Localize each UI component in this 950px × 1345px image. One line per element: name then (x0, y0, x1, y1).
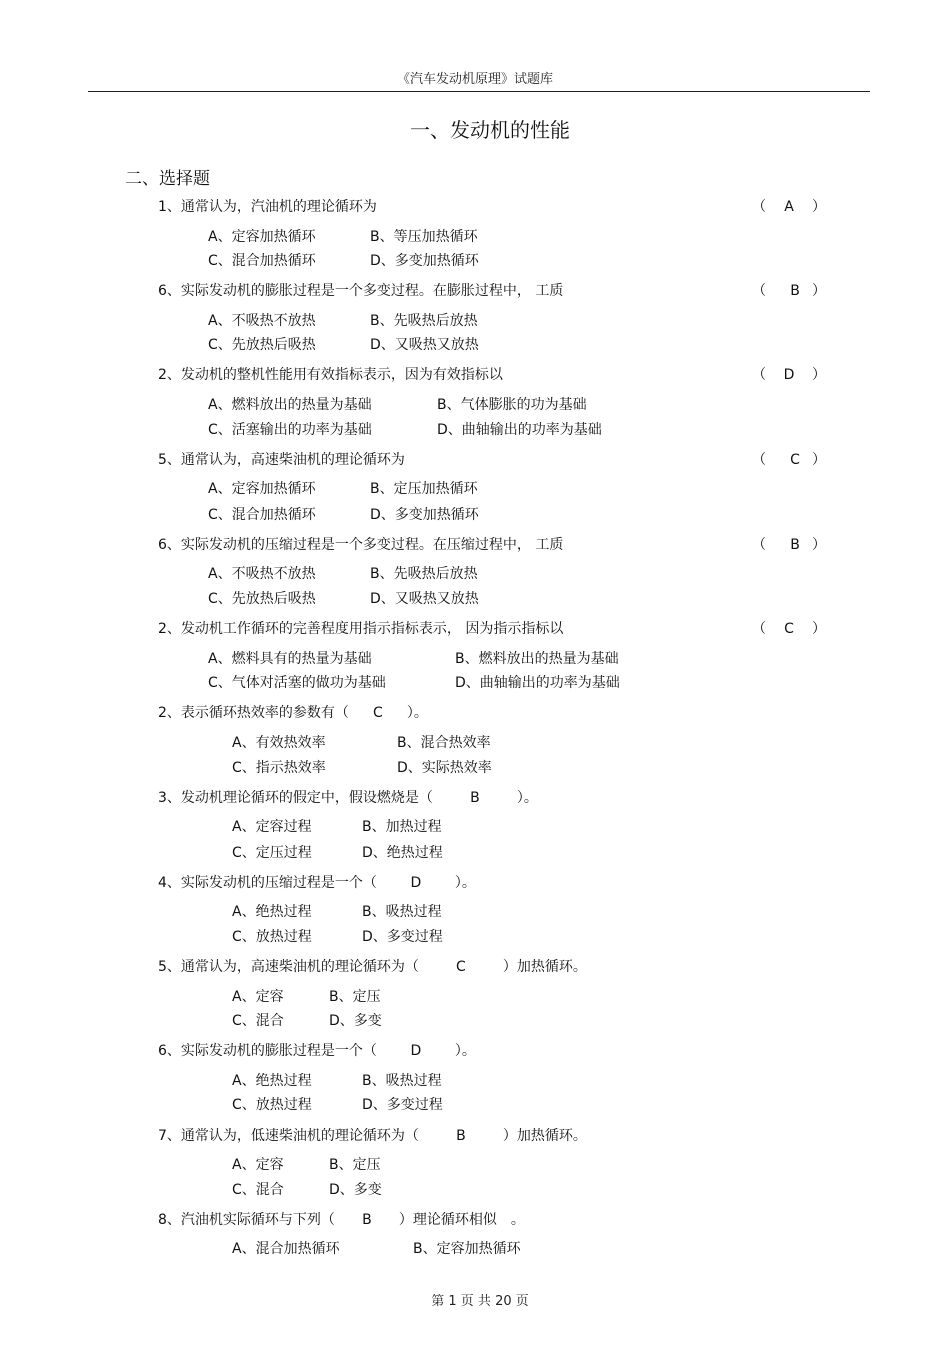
answer-value: D (410, 1043, 422, 1059)
question-text: 通常认为，高速柴油机的理论循环为（ (180, 959, 419, 975)
page-number: 1 (448, 1294, 457, 1309)
option-c: C、混合 (232, 1013, 284, 1029)
page-total: 20 (495, 1294, 512, 1309)
option-d: D、曲轴输出的功率为基础 (437, 422, 602, 438)
option-b: B、定压 (329, 989, 381, 1005)
option-a: A、有效热效率 (232, 735, 326, 751)
option-d: D、绝热过程 (362, 845, 443, 861)
option-c: C、指示热效率 (232, 760, 326, 776)
question-text: 实际发动机的膨胀过程是一个多变过程。在膨胀过程中， 工质 (180, 283, 564, 299)
answer-value: C (790, 452, 800, 468)
option-a: A、绝热过程 (232, 1073, 312, 1089)
option-b: B、吸热过程 (362, 1073, 442, 1089)
answer-value: B (470, 790, 480, 806)
option-a: A、混合加热循环 (232, 1241, 340, 1257)
option-c: C、先放热后吸热 (208, 591, 316, 607)
page-footer: 第 1 页 共 20 页 (431, 1294, 529, 1309)
question-5: 6、实际发动机的压缩过程是一个多变过程。在压缩过程中， 工质 (158, 537, 564, 553)
question-text: 通常认为，高速柴油机的理论循环为 (180, 452, 405, 468)
header-divider (88, 91, 870, 92)
question-13: 8、汽油机实际循环与下列（ B ）理论循环相似 。 (158, 1212, 525, 1228)
answer-value: D (783, 367, 795, 383)
question-4: 5、通常认为，高速柴油机的理论循环为 (158, 452, 405, 468)
option-b: B、加热过程 (362, 819, 442, 835)
question-2: 6、实际发动机的膨胀过程是一个多变过程。在膨胀过程中， 工质 (158, 283, 564, 299)
option-a: A、定容 (232, 989, 284, 1005)
option-a: A、定容加热循环 (208, 229, 316, 245)
answer-value: C (373, 705, 383, 721)
option-d: D、又吸热又放热 (370, 337, 479, 353)
answer-value: C (456, 959, 466, 975)
option-c: C、放热过程 (232, 1097, 312, 1113)
option-c: C、先放热后吸热 (208, 337, 316, 353)
question-9: 4、实际发动机的压缩过程是一个（ D ）。 (158, 875, 476, 891)
question-text: 实际发动机的压缩过程是一个（ (180, 875, 377, 891)
question-text: 发动机理论循环的假定中，假设燃烧是（ (180, 790, 433, 806)
option-c: C、定压过程 (232, 845, 312, 861)
option-b: B、先吸热后放热 (370, 566, 478, 582)
option-d: D、又吸热又放热 (370, 591, 479, 607)
question-text: 实际发动机的压缩过程是一个多变过程。在压缩过程中， 工质 (180, 537, 564, 553)
question-text: 汽油机实际循环与下列（ (180, 1212, 335, 1228)
option-b: B、燃料放出的热量为基础 (455, 651, 619, 667)
answer-value: C (784, 621, 794, 637)
question-text: 发动机工作循环的完善程度用指示指标表示， 因为指示指标以 (180, 621, 564, 637)
answer-value: B (456, 1128, 466, 1144)
question-text: 通常认为，低速柴油机的理论循环为（ (180, 1128, 419, 1144)
answer-value: A (784, 199, 794, 215)
question-3: 2、发动机的整机性能用有效指标表示，因为有效指标以 (158, 367, 503, 383)
option-c: C、气体对活塞的做功为基础 (208, 675, 386, 691)
option-d: D、多变加热循环 (370, 507, 479, 523)
option-a: A、不吸热不放热 (208, 566, 316, 582)
option-b: B、气体膨胀的功为基础 (437, 397, 587, 413)
option-a: A、绝热过程 (232, 904, 312, 920)
question-1: 1、通常认为，汽油机的理论循环为 (158, 199, 377, 215)
option-c: C、混合 (232, 1182, 284, 1198)
option-c: C、放热过程 (232, 929, 312, 945)
question-11: 6、实际发动机的膨胀过程是一个（ D ）。 (158, 1043, 476, 1059)
option-d: D、多变 (329, 1013, 382, 1029)
section-title: 二、选择题 (125, 169, 210, 189)
question-text: 实际发动机的膨胀过程是一个（ (180, 1043, 377, 1059)
option-b: B、先吸热后放热 (370, 313, 478, 329)
question-12: 7、通常认为，低速柴油机的理论循环为（ B ）加热循环。 (158, 1128, 587, 1144)
option-d: D、多变加热循环 (370, 253, 479, 269)
option-d: D、多变过程 (362, 1097, 443, 1113)
option-c: C、混合加热循环 (208, 253, 316, 269)
option-a: A、燃料具有的热量为基础 (208, 651, 372, 667)
option-d: D、多变 (329, 1182, 382, 1198)
option-a: A、燃料放出的热量为基础 (208, 397, 372, 413)
answer-value: B (790, 537, 800, 553)
document-header: 《汽车发动机原理》试题库 (396, 72, 553, 87)
option-b: B、混合热效率 (397, 735, 491, 751)
option-d: D、曲轴输出的功率为基础 (455, 675, 620, 691)
option-c: C、活塞输出的功率为基础 (208, 422, 372, 438)
option-c: C、混合加热循环 (208, 507, 316, 523)
page-title: 一、发动机的性能 (410, 118, 570, 142)
option-a: A、定容加热循环 (208, 481, 316, 497)
option-b: B、定压 (329, 1157, 381, 1173)
answer-value: D (410, 875, 422, 891)
option-a: A、不吸热不放热 (208, 313, 316, 329)
question-text: 发动机的整机性能用有效指标表示，因为有效指标以 (180, 367, 503, 383)
option-b: B、吸热过程 (362, 904, 442, 920)
question-8: 3、发动机理论循环的假定中，假设燃烧是（ B ）。 (158, 790, 538, 806)
question-6: 2、发动机工作循环的完善程度用指示指标表示， 因为指示指标以 (158, 621, 564, 637)
question-10: 5、通常认为，高速柴油机的理论循环为（ C ）加热循环。 (158, 959, 587, 975)
option-d: D、多变过程 (362, 929, 443, 945)
option-b: B、等压加热循环 (370, 229, 478, 245)
option-b: B、定压加热循环 (370, 481, 478, 497)
question-text: 表示循环热效率的参数有（ (180, 705, 349, 721)
option-d: D、实际热效率 (397, 760, 492, 776)
question-7: 2、表示循环热效率的参数有（ C ）。 (158, 705, 428, 721)
option-a: A、定容过程 (232, 819, 312, 835)
option-a: A、定容 (232, 1157, 284, 1173)
answer-value: B (790, 283, 800, 299)
answer-value: B (362, 1212, 372, 1228)
question-text: 通常认为，汽油机的理论循环为 (180, 199, 377, 215)
option-b: B、定容加热循环 (413, 1241, 521, 1257)
